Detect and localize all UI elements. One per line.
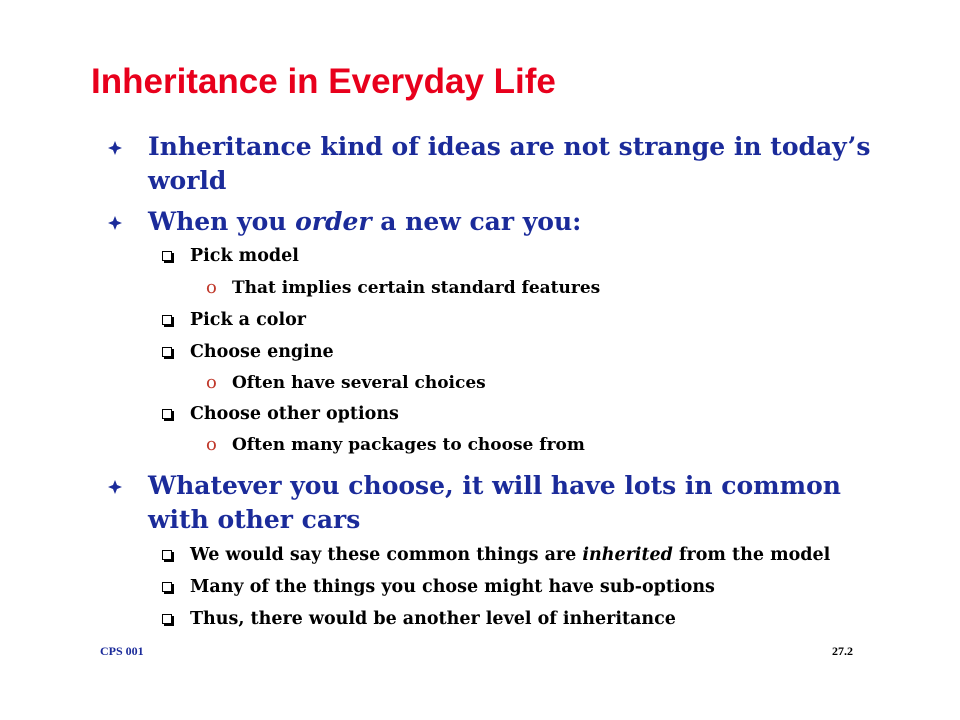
diamond-bullet-icon (108, 141, 122, 155)
emphasized-word: inherited (582, 545, 673, 565)
square-bullet-icon (162, 251, 172, 261)
square-bullet-icon (162, 409, 172, 419)
subsubbullet-text: That implies certain standard features (232, 278, 601, 298)
diamond-bullet-icon (108, 216, 122, 230)
bullet-text-line: world (148, 166, 227, 195)
subbullet-text: Many of the things you chose might have sub-options (190, 577, 715, 597)
bullet-text-line: Whatever you choose, it will have lots in common (148, 471, 841, 500)
emphasized-word: order (295, 207, 372, 236)
circle-bullet-icon: o (206, 277, 217, 298)
subbullet-text (190, 543, 830, 567)
bullet-text (148, 205, 581, 239)
subsubbullet-text: Often have several choices (232, 373, 486, 393)
diamond-bullet-icon (108, 480, 122, 494)
bullet-text (148, 130, 870, 198)
subbullet-text: Pick a color (190, 310, 306, 330)
bullet-text (148, 469, 841, 537)
square-bullet-icon (162, 550, 172, 560)
text-run: When you (148, 207, 296, 236)
square-bullet-icon (162, 582, 172, 592)
bullet-text-line: Inheritance kind of ideas are not strange in today’s (148, 132, 871, 161)
square-bullet-icon (162, 315, 172, 325)
subbullet-text: Pick model (190, 246, 299, 266)
bullet-text-line: with other cars (148, 505, 361, 534)
square-bullet-icon (162, 614, 172, 624)
text-run: from the model (672, 545, 831, 565)
subbullet-text: Thus, there would be another level of inheritance (190, 609, 676, 629)
subbullet-text: Choose engine (190, 342, 334, 362)
slide-title: Inheritance in Everyday Life (91, 62, 556, 101)
square-bullet-icon (162, 347, 172, 357)
circle-bullet-icon: o (206, 372, 217, 393)
subsubbullet-text: Often many packages to choose from (232, 435, 585, 455)
circle-bullet-icon: o (206, 434, 217, 455)
footer-course: CPS 001 (100, 644, 144, 658)
footer-page-number: 27.2 (832, 644, 853, 658)
text-run: We would say these common things are (190, 545, 583, 565)
text-run: a new car you: (371, 207, 582, 236)
subbullet-text: Choose other options (190, 404, 399, 424)
